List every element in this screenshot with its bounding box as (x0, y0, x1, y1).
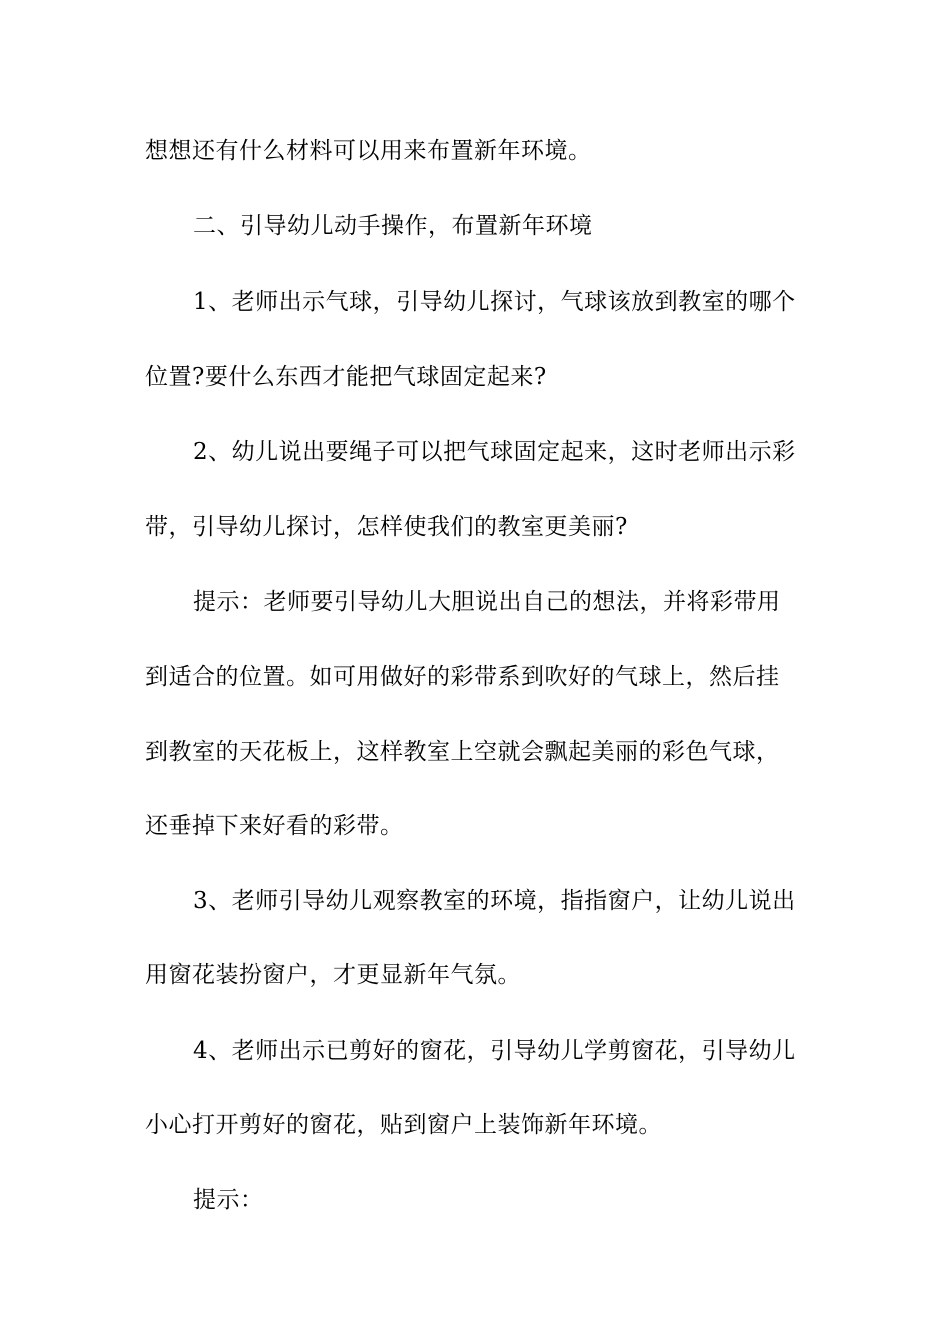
paragraph-line: 带，引导幼儿探讨，怎样使我们的教室更美丽? (145, 514, 628, 540)
paragraph-line: 提示： (193, 1187, 264, 1213)
paragraph-line: 到教室的天花板上，这样教室上空就会飘起美丽的彩色气球， (145, 739, 780, 765)
paragraph-line: 想想还有什么材料可以用来布置新年环境。 (145, 138, 592, 164)
paragraph-line: 1、老师出示气球，引导幼儿探讨，气球该放到教室的哪个 (193, 289, 796, 315)
paragraph-line: 4、老师出示已剪好的窗花，引导幼儿学剪窗花，引导幼儿 (193, 1038, 796, 1064)
paragraph-line: 到适合的位置。如可用做好的彩带系到吹好的气球上，然后挂 (145, 664, 780, 690)
paragraph-line: 3、老师引导幼儿观察教室的环境，指指窗户，让幼儿说出 (193, 888, 796, 914)
paragraph-line: 用窗花装扮窗户，才更显新年气氛。 (145, 962, 521, 988)
paragraph-line: 提示：老师要引导幼儿大胆说出自己的想法，并将彩带用 (193, 589, 781, 615)
section-heading: 二、引导幼儿动手操作，布置新年环境 (193, 213, 593, 239)
paragraph-line: 2、幼儿说出要绳子可以把气球固定起来，这时老师出示彩 (193, 439, 796, 465)
paragraph-line: 位置?要什么东西才能把气球固定起来? (145, 364, 547, 390)
paragraph-line: 还垂掉下来好看的彩带。 (145, 813, 404, 839)
paragraph-line: 小心打开剪好的窗花，贴到窗户上装饰新年环境。 (145, 1112, 662, 1138)
